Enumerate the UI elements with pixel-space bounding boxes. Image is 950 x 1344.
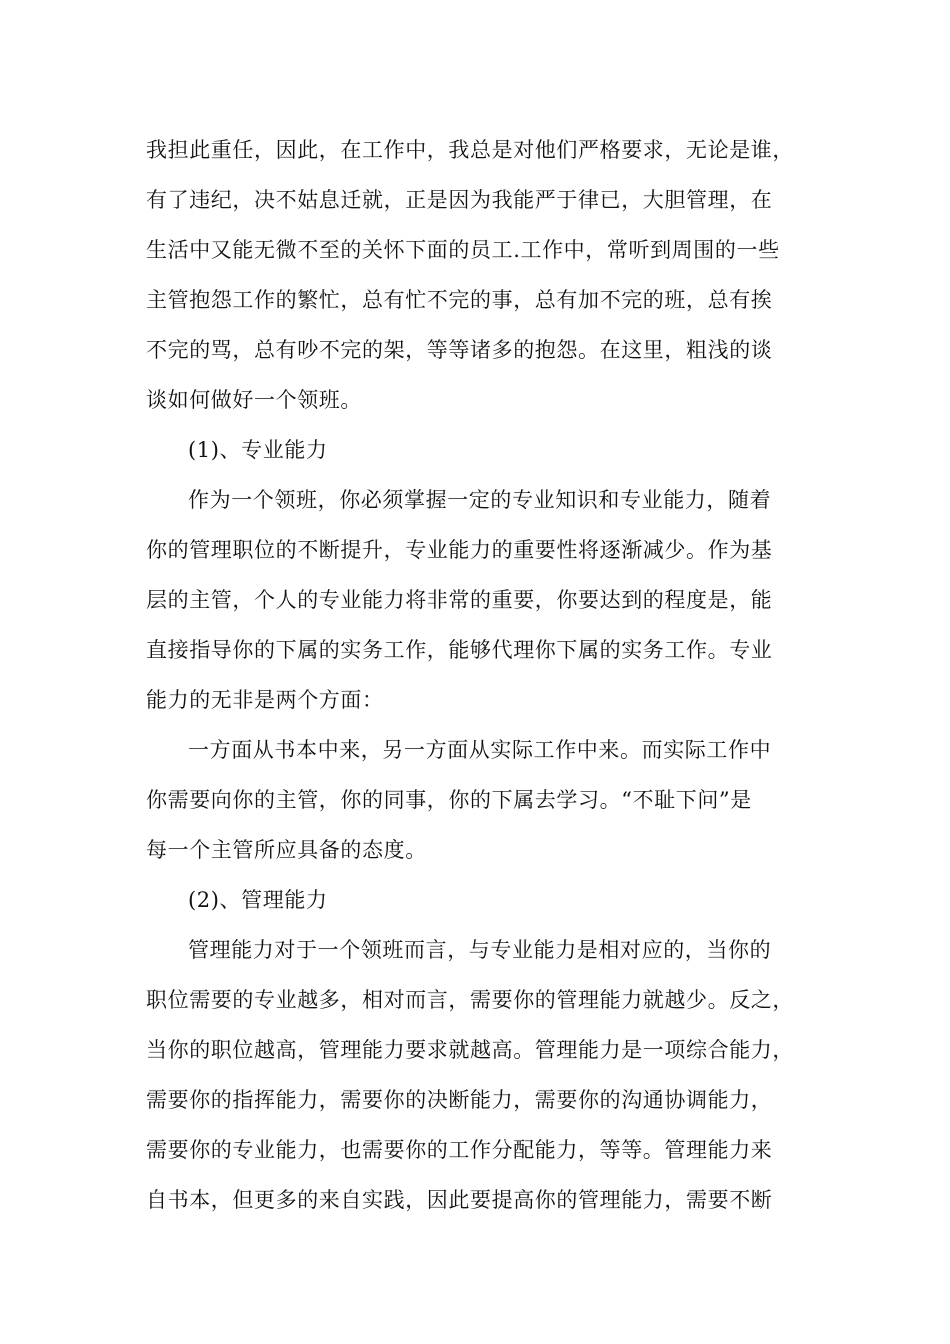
text-line: 能力的无非是两个方面： (146, 688, 384, 712)
text-line: 当你的职位越高，管理能力要求就越高。管理能力是一项综合能力， (146, 1038, 794, 1062)
text-line: 主管抱怨工作的繁忙，总有忙不完的事，总有加不完的班，总有挨 (146, 288, 773, 312)
text-line: 生活中又能无微不至的关怀下面的员工.工作中，常听到周围的一些 (146, 238, 780, 262)
text-line: 需要你的专业能力，也需要你的工作分配能力，等等。管理能力来 (146, 1138, 773, 1162)
text-line: 作为一个领班，你必须掌握一定的专业知识和专业能力，随着 (188, 488, 772, 512)
text-line: 直接指导你的下属的实务工作，能够代理你下属的实务工作。专业 (146, 638, 773, 662)
text-line: 需要你的指挥能力，需要你的决断能力，需要你的沟通协调能力， (146, 1088, 773, 1112)
text-line: 不完的骂，总有吵不完的架，等等诸多的抱怨。在这里，粗浅的谈 (146, 338, 773, 362)
text-line: 层的主管，个人的专业能力将非常的重要，你要达到的程度是，能 (146, 588, 773, 612)
text-line: 每一个主管所应具备的态度。 (146, 838, 427, 862)
text-line: 谈如何做好一个领班。 (146, 388, 362, 412)
text-line: 你需要向你的主管，你的同事，你的下属去学习。“不耻下问”是 (146, 788, 752, 812)
text-line: 职位需要的专业越多，相对而言，需要你的管理能力就越少。反之， (146, 988, 794, 1012)
text-line: 管理能力对于一个领班而言，与专业能力是相对应的，当你的 (188, 938, 772, 962)
section-heading: (1)、专业能力 (188, 438, 328, 462)
text-line: 你的管理职位的不断提升，专业能力的重要性将逐渐减少。作为基 (146, 538, 773, 562)
text-line: 自书本，但更多的来自实践，因此要提高你的管理能力，需要不断 (146, 1188, 773, 1212)
text-line: 一方面从书本中来，另一方面从实际工作中来。而实际工作中 (188, 738, 772, 762)
section-heading: (2)、管理能力 (188, 888, 328, 912)
text-line: 有了违纪，决不姑息迁就，正是因为我能严于律已，大胆管理，在 (146, 188, 773, 212)
text-line: 我担此重任，因此，在工作中，我总是对他们严格要求，无论是谁， (146, 138, 794, 162)
